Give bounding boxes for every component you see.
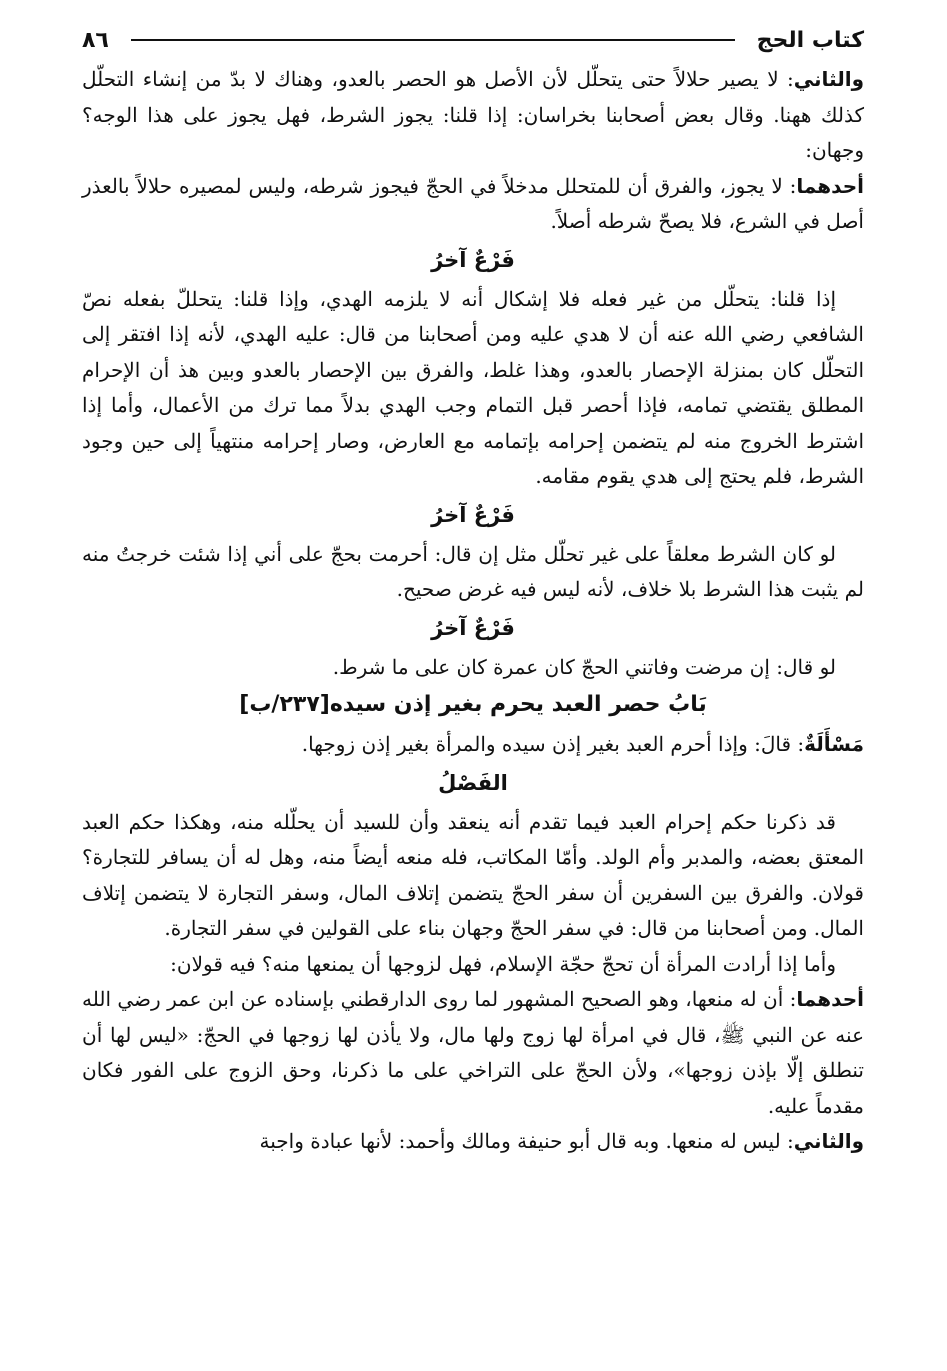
section-heading: فَرْعٌ آخرُ xyxy=(431,615,515,640)
paragraph-lead: والثاني xyxy=(793,1129,864,1153)
paragraph xyxy=(82,727,864,763)
page-header xyxy=(82,18,864,62)
header-rule xyxy=(131,39,735,41)
book-page xyxy=(82,18,864,1160)
paragraph xyxy=(82,169,864,240)
page-number: ٨٦ xyxy=(82,27,109,53)
paragraph: إذا قلنا: يتحلّل من غير فعله فلا إشكال أنه لا يلزمه الهدي، وإذا قلنا: يتحللّ بفعله نصّ الشافعي رضي الله عنه أن لا هدي عليه ومن أصحابنا من قال: عليه الهدي، لأنه إذا افتقر إلى التحلّل كان بمنزلة الإحصار بالعدو، وهذا غلط، والفرق بين الإحصار بالعدو وبين هذ أن الإحرام المطلق يقتضي تمامه، فإذا أحصر قبل التمام وجب الهدي بدلاً مما ترك من الأعمال، وأما إذا اشترط الخروج منه لم يتضمن إحرامه بإتمامه مع العارض، وصار إحرامه منتهياً إلى حين وجود الشرط، فلم يحتج إلى هدي يقوم مقامه. xyxy=(82,286,864,488)
book-title: كتاب الحج xyxy=(756,27,864,53)
paragraph-lead: مَسْأَلَةٌ xyxy=(804,732,864,756)
section-heading: الفَصْلُ xyxy=(438,770,508,795)
paragraph-lead: والثاني xyxy=(793,67,864,91)
paragraph: وأما إذا أرادت المرأة أن تحجّ حجّة الإسلام، فهل لزوجها أن يمنعها منه؟ فيه قولان: xyxy=(170,951,836,976)
paragraph-text: : أن له منعها، وهو الصحيح المشهور لما روى الدارقطني بإسناده عن ابن عمر رضي الله عنه عن النبي ﷺ، قال في امرأة لها زوج ولها مال، ولا يأذن لها زوجها في الحجّ: «ليس لها أن تنطلق إلّا بإذن زوجها»، ولأن الحجّ على التراخي على ما ذكرنا، وحق الزوج على الفور فكان مقدماً عليه. xyxy=(82,987,864,1118)
section-heading: فَرْعٌ آخرُ xyxy=(431,247,515,272)
paragraph xyxy=(82,62,864,169)
paragraph-lead: أحدهما xyxy=(796,987,864,1011)
paragraph: قد ذكرنا حكم إحرام العبد فيما تقدم أنه ينعقد وأن للسيد أن يحلّله منه، وهكذا حكم العبد المعتق بعضه، والمدبر وأم الولد. وأمّا المكاتب، فله منعه أيضاً منه، وهل له أن يسافر للتجارة؟ قولان. والفرق بين السفرين أن سفر الحجّ يتضمن إتلاف المال، وسفر التجارة لا يتضمن إتلاف المال. ومن أصحابنا من قال: في سفر الحجّ وجهان بناء على القولين في سفر التجارة. xyxy=(82,809,864,940)
paragraph xyxy=(82,982,864,1124)
paragraph: لو كان الشرط معلقاً على غير تحلّل مثل إن قال: أحرمت بحجّ على أني إذا شئت خرجتُ منه لم يثبت هذا الشرط بلا خلاف، لأنه ليس فيه غرض صحيح. xyxy=(82,541,864,601)
paragraph-text: : لا يجوز، والفرق أن للمتحلل مدخلاً في الحجّ فيجوز شرطه، وليس لمصيره حلالاً بالعذر أصل في الشرع، فلا يصحّ شرطه أصلاً. xyxy=(82,173,864,233)
chapter-heading: بَابُ حصر العبد يحرم بغير إذن سيده[٢٣٧/ب] xyxy=(239,692,707,717)
paragraph-lead: أحدهما xyxy=(796,173,864,198)
paragraph xyxy=(82,1124,864,1160)
paragraph-text: : لا يصير حلالاً حتى يتحلّل لأن الأصل هو الحصر بالعدو، وهناك لا بدّ من إنشاء التحلّل كذلك ههنا. وقال بعض أصحابنا بخراسان: إذا قلنا: يجوز الشرط، فهل يجوز على هذا الوجه؟ وجهان: xyxy=(82,67,864,162)
paragraph-text: : قالَ: وإذا أحرم العبد بغير إذن سيده والمرأة بغير إذن زوجها. xyxy=(301,732,805,756)
paragraph: لو قال: إن مرضت وفاتني الحجّ كان عمرة كان على ما شرط. xyxy=(332,654,836,679)
section-heading: فَرْعٌ آخرُ xyxy=(431,502,515,527)
paragraph-text: : ليس له منعها. وبه قال أبو حنيفة ومالك وأحمد: لأنها عبادة واجبة xyxy=(259,1129,794,1153)
